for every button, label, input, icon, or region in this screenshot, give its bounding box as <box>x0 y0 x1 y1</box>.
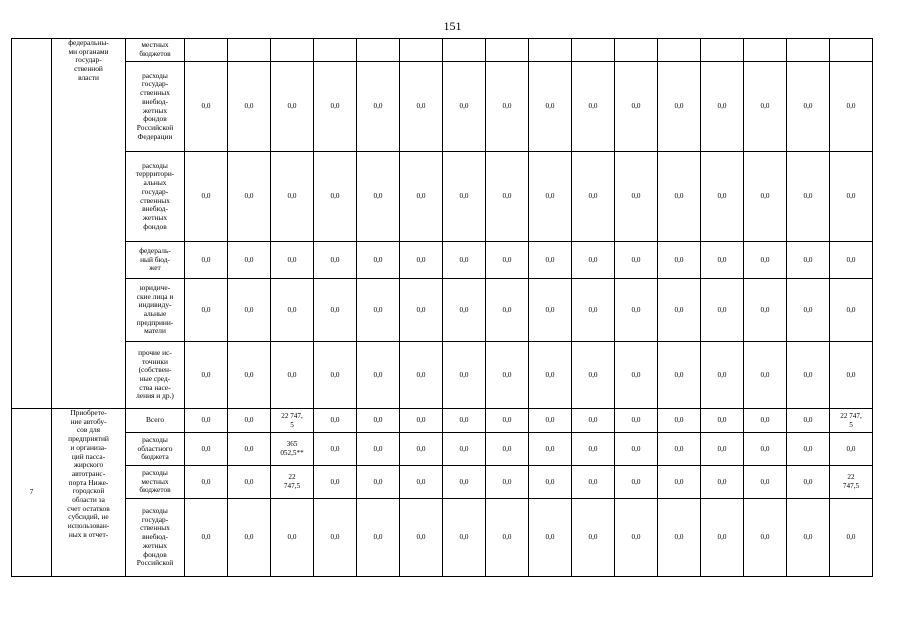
value-cell: 0,0 <box>443 62 486 152</box>
value-cell: 0,0 <box>228 242 271 279</box>
value-cell <box>443 39 486 62</box>
value-cell: 0,0 <box>185 433 228 466</box>
value-cell: 0,0 <box>357 342 400 409</box>
value-cell: 0,0 <box>572 152 615 242</box>
value-cell: 0,0 <box>787 242 830 279</box>
funding-source: расходы государ- ственных внебюд- жетных фондов Российской Федерации <box>126 62 185 152</box>
value-cell: 0,0 <box>787 499 830 577</box>
value-cell: 0,0 <box>744 62 787 152</box>
value-cell: 0,0 <box>400 409 443 433</box>
value-cell: 0,0 <box>486 342 529 409</box>
value-cell: 0,0 <box>615 242 658 279</box>
value-cell: 0,0 <box>744 152 787 242</box>
value-cell: 0,0 <box>228 466 271 499</box>
table-row <box>12 342 873 409</box>
value-cell: 0,0 <box>228 279 271 342</box>
value-cell <box>787 39 830 62</box>
value-cell: 0,0 <box>400 279 443 342</box>
value-cell: 0,0 <box>787 152 830 242</box>
value-cell: 0,0 <box>185 466 228 499</box>
value-cell: 0,0 <box>271 499 314 577</box>
value-cell <box>830 39 873 62</box>
value-cell: 0,0 <box>615 433 658 466</box>
value-cell: 0,0 <box>486 152 529 242</box>
value-cell: 0,0 <box>185 279 228 342</box>
value-cell: 0,0 <box>830 62 873 152</box>
value-cell: 0,0 <box>658 242 701 279</box>
value-cell: 0,0 <box>787 342 830 409</box>
value-cell: 0,0 <box>529 62 572 152</box>
table-row <box>12 279 873 342</box>
value-cell: 0,0 <box>185 499 228 577</box>
budget-table <box>11 38 873 577</box>
value-cell: 0,0 <box>529 409 572 433</box>
value-cell: 0,0 <box>486 433 529 466</box>
value-cell <box>572 39 615 62</box>
value-cell: 0,0 <box>572 62 615 152</box>
value-cell: 0,0 <box>701 242 744 279</box>
value-cell: 0,0 <box>314 62 357 152</box>
value-cell: 0,0 <box>701 342 744 409</box>
value-cell: 0,0 <box>830 342 873 409</box>
value-cell <box>658 39 701 62</box>
value-cell: 0,0 <box>228 342 271 409</box>
value-cell: 0,0 <box>830 152 873 242</box>
funding-source: прочие ис- точники (собствен- ные сред- ства насе- ления и др.) <box>126 342 185 409</box>
value-cell <box>185 39 228 62</box>
value-cell: 0,0 <box>271 342 314 409</box>
value-cell: 0,0 <box>572 409 615 433</box>
value-cell: 365 052,5** <box>271 433 314 466</box>
value-cell: 0,0 <box>271 242 314 279</box>
value-cell: 0,0 <box>228 499 271 577</box>
value-cell: 0,0 <box>357 62 400 152</box>
value-cell: 0,0 <box>443 242 486 279</box>
value-cell: 0,0 <box>443 433 486 466</box>
value-cell: 0,0 <box>185 409 228 433</box>
funding-source: расходы террритори- альных государ- ственных внебюд- жетных фондов <box>126 152 185 242</box>
value-cell: 0,0 <box>314 279 357 342</box>
value-cell: 0,0 <box>357 279 400 342</box>
value-cell: 0,0 <box>529 499 572 577</box>
value-cell: 0,0 <box>529 279 572 342</box>
funding-source: федераль- ный бюд- жет <box>126 242 185 279</box>
value-cell: 0,0 <box>701 499 744 577</box>
funding-source: Всего <box>126 409 185 433</box>
value-cell: 0,0 <box>443 466 486 499</box>
value-cell: 0,0 <box>830 499 873 577</box>
value-cell: 0,0 <box>701 409 744 433</box>
value-cell: 0,0 <box>314 342 357 409</box>
value-cell <box>357 39 400 62</box>
value-cell: 0,0 <box>357 242 400 279</box>
value-cell: 0,0 <box>615 409 658 433</box>
value-cell: 0,0 <box>486 466 529 499</box>
item-name: Приобрете- ние автобу- сов для предприятий и организа- ций пасса- жирского автотранс- порта Ниже- городской области за счет остатков субсидий, не использован- ных в отчет- <box>52 409 126 577</box>
funding-source: расходы областного бюджета <box>126 433 185 466</box>
value-cell: 0,0 <box>615 499 658 577</box>
value-cell: 0,0 <box>271 152 314 242</box>
table-row <box>12 433 873 466</box>
value-cell: 0,0 <box>443 409 486 433</box>
value-cell: 0,0 <box>357 433 400 466</box>
value-cell <box>271 39 314 62</box>
value-cell: 0,0 <box>658 62 701 152</box>
value-cell: 0,0 <box>314 499 357 577</box>
value-cell: 0,0 <box>658 279 701 342</box>
value-cell: 0,0 <box>572 279 615 342</box>
value-cell: 0,0 <box>701 62 744 152</box>
value-cell: 0,0 <box>486 242 529 279</box>
value-cell: 0,0 <box>572 342 615 409</box>
value-cell: 0,0 <box>787 433 830 466</box>
value-cell: 22 747, 5 <box>271 409 314 433</box>
funding-source: юридиче- ские лица и индивиду- альные предприни- матели <box>126 279 185 342</box>
value-cell: 0,0 <box>443 152 486 242</box>
row-number: 7 <box>12 409 52 577</box>
value-cell: 0,0 <box>314 152 357 242</box>
value-cell: 0,0 <box>830 242 873 279</box>
value-cell: 0,0 <box>744 466 787 499</box>
value-cell: 0,0 <box>744 342 787 409</box>
value-cell: 0,0 <box>572 242 615 279</box>
value-cell: 0,0 <box>400 62 443 152</box>
value-cell: 0,0 <box>787 279 830 342</box>
value-cell: 0,0 <box>486 409 529 433</box>
value-cell: 0,0 <box>744 499 787 577</box>
value-cell: 0,0 <box>271 279 314 342</box>
value-cell: 0,0 <box>744 242 787 279</box>
row-number <box>12 39 52 409</box>
table-row <box>12 39 873 62</box>
value-cell: 0,0 <box>744 433 787 466</box>
value-cell: 0,0 <box>314 242 357 279</box>
item-name: федеральны- ми органами государ- ственной власти <box>52 39 126 409</box>
value-cell: 0,0 <box>443 499 486 577</box>
value-cell: 0,0 <box>787 409 830 433</box>
value-cell: 0,0 <box>744 279 787 342</box>
value-cell: 0,0 <box>701 466 744 499</box>
value-cell: 0,0 <box>615 152 658 242</box>
value-cell <box>744 39 787 62</box>
value-cell: 0,0 <box>271 62 314 152</box>
value-cell: 0,0 <box>357 499 400 577</box>
value-cell: 0,0 <box>830 279 873 342</box>
value-cell: 0,0 <box>228 152 271 242</box>
value-cell: 0,0 <box>314 409 357 433</box>
value-cell: 0,0 <box>572 433 615 466</box>
value-cell: 0,0 <box>400 499 443 577</box>
value-cell: 0,0 <box>185 242 228 279</box>
value-cell: 22 747, 5 <box>830 409 873 433</box>
value-cell: 0,0 <box>443 342 486 409</box>
value-cell: 22 747,5 <box>271 466 314 499</box>
value-cell: 0,0 <box>529 242 572 279</box>
value-cell: 0,0 <box>615 342 658 409</box>
value-cell: 0,0 <box>185 62 228 152</box>
table-row <box>12 242 873 279</box>
value-cell: 0,0 <box>228 409 271 433</box>
value-cell: 0,0 <box>486 279 529 342</box>
value-cell: 22 747,5 <box>830 466 873 499</box>
value-cell: 0,0 <box>615 466 658 499</box>
value-cell: 0,0 <box>529 152 572 242</box>
table-row <box>12 466 873 499</box>
value-cell: 0,0 <box>658 466 701 499</box>
value-cell: 0,0 <box>185 342 228 409</box>
value-cell: 0,0 <box>314 433 357 466</box>
value-cell: 0,0 <box>357 409 400 433</box>
value-cell: 0,0 <box>400 342 443 409</box>
value-cell: 0,0 <box>615 279 658 342</box>
funding-source: расходы государ- ственных внебюд- жетных фондов Российской <box>126 499 185 577</box>
table-row <box>12 152 873 242</box>
value-cell <box>701 39 744 62</box>
value-cell <box>615 39 658 62</box>
value-cell: 0,0 <box>787 62 830 152</box>
value-cell: 0,0 <box>658 342 701 409</box>
value-cell: 0,0 <box>357 152 400 242</box>
value-cell: 0,0 <box>658 152 701 242</box>
table-row <box>12 62 873 152</box>
value-cell: 0,0 <box>400 433 443 466</box>
value-cell: 0,0 <box>357 466 400 499</box>
value-cell: 0,0 <box>658 499 701 577</box>
funding-source: расходы местных бюджетов <box>126 466 185 499</box>
value-cell: 0,0 <box>572 499 615 577</box>
value-cell: 0,0 <box>744 409 787 433</box>
value-cell: 0,0 <box>830 433 873 466</box>
value-cell <box>400 39 443 62</box>
table-row <box>12 499 873 577</box>
funding-source: местных бюджетов <box>126 39 185 62</box>
page-number: 151 <box>443 19 462 33</box>
value-cell: 0,0 <box>529 342 572 409</box>
value-cell: 0,0 <box>443 279 486 342</box>
value-cell: 0,0 <box>228 62 271 152</box>
value-cell: 0,0 <box>400 466 443 499</box>
value-cell: 0,0 <box>185 152 228 242</box>
value-cell: 0,0 <box>701 433 744 466</box>
value-cell: 0,0 <box>529 433 572 466</box>
value-cell: 0,0 <box>658 409 701 433</box>
value-cell: 0,0 <box>400 242 443 279</box>
value-cell: 0,0 <box>572 466 615 499</box>
value-cell: 0,0 <box>701 152 744 242</box>
value-cell: 0,0 <box>701 279 744 342</box>
value-cell: 0,0 <box>615 62 658 152</box>
value-cell <box>529 39 572 62</box>
value-cell <box>228 39 271 62</box>
value-cell <box>314 39 357 62</box>
value-cell: 0,0 <box>228 433 271 466</box>
value-cell: 0,0 <box>658 433 701 466</box>
value-cell <box>486 39 529 62</box>
value-cell: 0,0 <box>529 466 572 499</box>
value-cell: 0,0 <box>486 62 529 152</box>
value-cell: 0,0 <box>314 466 357 499</box>
value-cell: 0,0 <box>400 152 443 242</box>
table-row <box>12 409 873 433</box>
value-cell: 0,0 <box>787 466 830 499</box>
value-cell: 0,0 <box>486 499 529 577</box>
